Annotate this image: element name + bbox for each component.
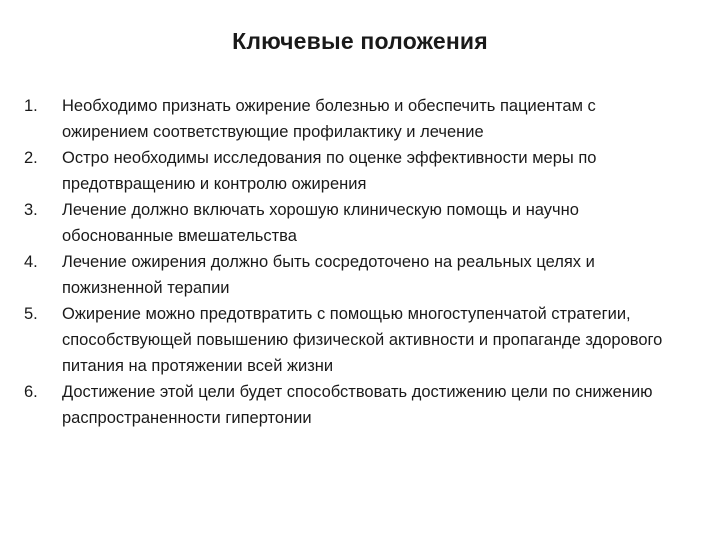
list-item-number: 5. (24, 305, 38, 323)
list-item-number: 1. (24, 97, 38, 115)
slide-title: Ключевые положения (232, 28, 488, 54)
list-item-text: Лечение ожирения должно быть сосредоточено на реальных целях и пожизненной терапии (62, 253, 595, 297)
list-item-text: Остро необходимы исследования по оценке эффективности меры по предотвращению и контролю ожирения (62, 149, 597, 193)
list-item (24, 249, 674, 301)
list-item (24, 379, 674, 431)
list-item-text: Лечение должно включать хорошую клиническую помощь и научно обоснованные вмешательства (62, 201, 579, 245)
list-item (24, 301, 674, 379)
list-item-text: Необходимо признать ожирение болезнью и обеспечить пациентам с ожирением соответствующие профилактику и лечение (62, 97, 596, 141)
list-item (24, 197, 674, 249)
key-points-list (24, 93, 674, 431)
list-item-text: Ожирение можно предотвратить с помощью многоступенчатой стратегии, способствующей повышению физической активности и пропаганде здорового питания на протяжении всей жизни (62, 305, 663, 375)
list-item-text: Достижение этой цели будет способствовать достижению цели по снижению распространенности гипертонии (62, 383, 653, 427)
list-item (24, 145, 674, 197)
list-item-number: 2. (24, 149, 38, 167)
list-item-number: 6. (24, 383, 38, 401)
list-item (24, 93, 674, 145)
list-item-number: 3. (24, 201, 38, 219)
list-item-number: 4. (24, 253, 38, 271)
